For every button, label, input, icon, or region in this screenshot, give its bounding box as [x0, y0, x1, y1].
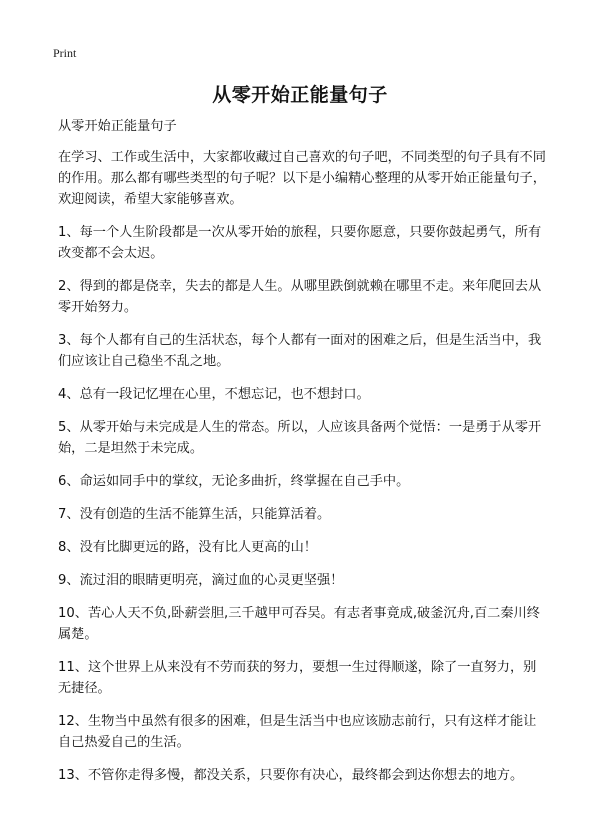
list-item: 10、苦心人天不负,卧薪尝胆,三千越甲可吞吴。有志者事竟成,破釜沉舟,百二秦川终属楚。: [58, 606, 540, 642]
list-item: 6、命运如同手中的掌纹，无论多曲折，终掌握在自己手中。: [58, 474, 410, 489]
list-item: 12、生物当中虽然有很多的困难，但是生活当中也应该励志前行，只有这样才能让自己热爱自己的生活。: [58, 714, 537, 750]
list-item: 5、从零开始与未完成是人生的常态。所以，人应该具备两个觉悟：一是勇于从零开始，二是坦然于未完成。: [58, 420, 542, 456]
list-item: 3、每个人都有自己的生活状态，每个人都有一面对的困难之后，但是生活当中，我们应该让自己稳坐不乱之地。: [58, 333, 542, 369]
article-intro: 在学习、工作或生活中，大家都收藏过自己喜欢的句子吧，不同类型的句子具有不同的作用。那么都有哪些类型的句子呢？以下是小编精心整理的从零开始正能量句子，欢迎阅读，希望大家能够喜欢。: [58, 150, 546, 207]
list-item: 7、没有创造的生活不能算生活，只能算活着。: [58, 507, 331, 522]
page-title: 从零开始正能量句子: [212, 84, 388, 106]
print-label: Print: [53, 46, 77, 60]
list-item: 8、没有比脚更远的路，没有比人更高的山！: [58, 540, 317, 555]
list-item: 9、流过泪的眼睛更明亮，滴过血的心灵更坚强！: [58, 573, 344, 588]
article-subtitle: 从零开始正能量句子: [58, 119, 177, 134]
list-item: 2、得到的都是侥幸，失去的都是人生。从哪里跌倒就赖在哪里不走。来年爬回去从零开始努力。: [58, 279, 542, 315]
article-body: [58, 116, 548, 798]
list-item: 1、每一个人生阶段都是一次从零开始的旅程，只要你愿意，只要你鼓起勇气，所有改变都不会太迟。: [58, 225, 542, 261]
list-item: 4、总有一段记忆埋在心里，不想忘记，也不想封口。: [58, 387, 370, 402]
list-item: 13、不管你走得多慢，都没关系，只要你有决心，最终都会到达你想去的地方。: [58, 768, 524, 783]
list-item: 11、这个世界上从来没有不劳而获的努力，要想一生过得顺遂，除了一直努力，别无捷径。: [58, 660, 537, 696]
